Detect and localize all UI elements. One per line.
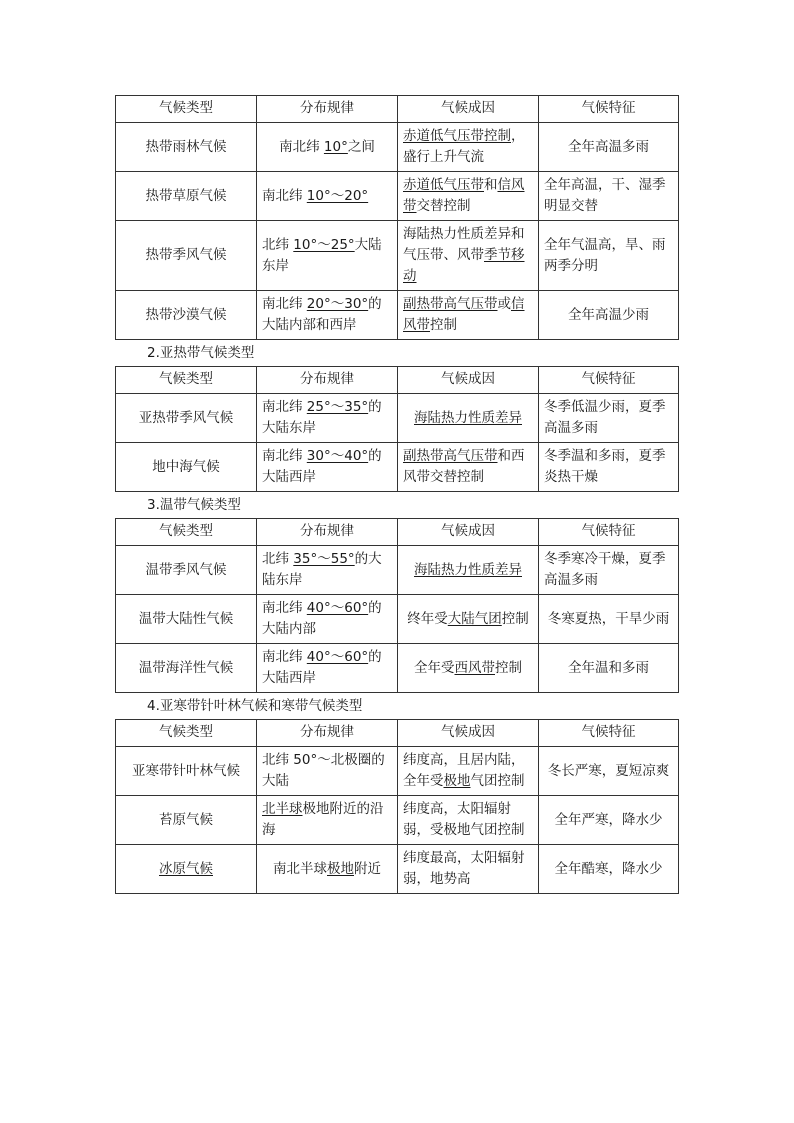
cell-dist — [257, 394, 398, 443]
cell-text: 纬度高，且居内陆，全年受 — [403, 752, 525, 789]
cell-text: 纬度高，太阳辐射弱，受极地气团控制 — [403, 801, 525, 838]
underlined-text: 信风带 — [403, 177, 525, 214]
cell-text: 亚热带季风气候 — [138, 409, 234, 426]
table-row — [116, 644, 679, 693]
cell-text: 气团控制 — [470, 773, 525, 789]
cell-type — [116, 291, 257, 340]
cell-text: 北纬 — [262, 551, 294, 567]
section-heading: 2.亚热带气候类型 — [147, 345, 255, 361]
cell-text: 大陆东岸 — [262, 236, 382, 274]
section-heading: 3.温带气候类型 — [147, 497, 241, 513]
table-row — [116, 443, 679, 492]
cell-text: 的大陆西岸 — [262, 448, 382, 485]
cell-text: 南北纬 — [262, 187, 307, 204]
cell-cause — [398, 595, 539, 644]
column-header: 气候特征 — [539, 519, 679, 546]
cell-text: ，盛行上升气流 — [403, 128, 525, 165]
underlined-text: 西风带 — [454, 659, 495, 676]
cell-text: 南北纬 — [262, 399, 307, 415]
cell-text: 全年严寒，降水少 — [554, 811, 663, 828]
cell-feat — [539, 796, 679, 845]
cell-text: 温带大陆性气候 — [138, 610, 234, 627]
table-row — [116, 123, 679, 172]
cell-cause — [398, 796, 539, 845]
cell-text: 交替控制 — [416, 198, 471, 214]
table-row — [116, 845, 679, 894]
underlined-text: 25°～35° — [306, 399, 369, 415]
underlined-text: 海陆热力性质差异 — [414, 409, 522, 426]
underlined-text: 10° — [323, 138, 348, 155]
cell-cause — [398, 172, 539, 221]
cell-text: 的大陆西岸 — [262, 649, 382, 686]
cell-feat — [539, 546, 679, 595]
underlined-text: 40°～60° — [306, 649, 369, 665]
column-header: 分布规律 — [257, 96, 398, 123]
cell-text: 控制 — [495, 659, 522, 676]
cell-text: 热带沙漠气候 — [145, 306, 227, 323]
cell-text: 的大陆东岸 — [262, 399, 382, 436]
climate-table — [115, 95, 679, 340]
cell-text: 南北纬 — [262, 600, 307, 616]
cell-dist — [257, 546, 398, 595]
cell-feat — [539, 291, 679, 340]
cell-text: 极地附近的沿海 — [262, 801, 384, 838]
cell-text: 海陆热力性质差异和气压带、风带 — [403, 226, 525, 263]
table-row — [116, 747, 679, 796]
cell-feat — [539, 747, 679, 796]
cell-type — [116, 595, 257, 644]
cell-feat — [539, 595, 679, 644]
column-header: 气候成因 — [398, 367, 539, 394]
cell-text: 和 — [484, 177, 498, 193]
cell-type — [116, 443, 257, 492]
underlined-text: 北半球 — [262, 801, 303, 817]
table-header-row — [116, 720, 679, 747]
underlined-text: 10°～25° — [293, 236, 355, 253]
cell-text: 南北半球 — [273, 860, 327, 877]
underlined-text: 大陆气团 — [447, 610, 502, 627]
section-heading: 4.亚寒带针叶林气候和寒带气候类型 — [147, 698, 363, 714]
column-header: 气候类型 — [116, 519, 257, 546]
cell-cause — [398, 291, 539, 340]
cell-text: 或 — [497, 296, 511, 312]
column-header: 气候类型 — [116, 720, 257, 747]
underlined-text: 10°～20° — [306, 187, 369, 204]
column-header: 气候特征 — [539, 367, 679, 394]
cell-cause — [398, 443, 539, 492]
cell-text: 的大陆东岸 — [262, 551, 382, 588]
cell-text: 南北纬 — [262, 296, 307, 312]
cell-text: 的大陆内部 — [262, 600, 382, 637]
table-row — [116, 172, 679, 221]
cell-text: 之间 — [347, 138, 375, 155]
cell-text: 热带季风气候 — [145, 247, 227, 263]
underlined-text: 冰原气候 — [159, 860, 213, 877]
underlined-text: 40°～60° — [306, 600, 369, 616]
cell-dist — [257, 221, 398, 291]
cell-text: 热带草原气候 — [145, 187, 227, 204]
cell-type — [116, 644, 257, 693]
cell-dist — [257, 796, 398, 845]
cell-type — [116, 221, 257, 291]
column-header: 分布规律 — [257, 720, 398, 747]
cell-type — [116, 394, 257, 443]
cell-type — [116, 845, 257, 894]
underlined-text: 副热带高气压带 — [403, 448, 498, 464]
column-header: 分布规律 — [257, 519, 398, 546]
underlined-text: 海陆热力性质差异 — [414, 561, 522, 578]
cell-feat — [539, 443, 679, 492]
cell-text: 控制 — [501, 610, 529, 627]
cell-text: 南北纬 — [262, 649, 307, 665]
cell-text: 冬季温和多雨，夏季炎热干燥 — [544, 448, 666, 485]
cell-dist — [257, 123, 398, 172]
underlined-text: 极地 — [327, 860, 354, 877]
cell-type — [116, 546, 257, 595]
cell-feat — [539, 394, 679, 443]
cell-text: 和西风带交替控制 — [403, 448, 525, 485]
cell-text: 地中海气候 — [152, 458, 220, 475]
cell-feat — [539, 845, 679, 894]
underlined-text: 30°～40° — [306, 448, 369, 464]
cell-text: 全年高温少雨 — [568, 306, 649, 323]
column-header: 气候成因 — [398, 720, 539, 747]
table-row — [116, 595, 679, 644]
cell-dist — [257, 172, 398, 221]
cell-feat — [539, 644, 679, 693]
cell-text: 苔原气候 — [159, 811, 213, 828]
underlined-text: 极地 — [443, 773, 471, 789]
cell-text: 全年酷寒，降水少 — [554, 860, 663, 877]
cell-text: 北纬 50°～北极圈的大陆 — [262, 752, 385, 789]
cell-type — [116, 796, 257, 845]
cell-type — [116, 172, 257, 221]
cell-feat — [539, 172, 679, 221]
cell-dist — [257, 291, 398, 340]
cell-text: 冬长严寒，夏短凉爽 — [547, 762, 670, 779]
cell-text: 的大陆内部和西岸 — [262, 296, 382, 333]
cell-dist — [257, 595, 398, 644]
cell-text: 全年温和多雨 — [568, 659, 649, 676]
table-row — [116, 546, 679, 595]
cell-feat — [539, 221, 679, 291]
cell-cause — [398, 546, 539, 595]
table-header-row — [116, 519, 679, 546]
cell-cause — [398, 221, 539, 291]
column-header: 气候特征 — [539, 96, 679, 123]
underlined-text: 20°～30° — [306, 296, 369, 312]
cell-text: 纬度最高，太阳辐射弱，地势高 — [403, 850, 525, 887]
cell-dist — [257, 747, 398, 796]
climate-document — [115, 95, 678, 894]
cell-cause — [398, 747, 539, 796]
table-row — [116, 291, 679, 340]
underlined-text: 信风带 — [403, 296, 525, 333]
cell-text: 冬季低温少雨，夏季高温多雨 — [544, 399, 666, 436]
cell-text: 全年受 — [414, 659, 455, 676]
cell-text: 冬季寒冷干燥，夏季高温多雨 — [544, 551, 666, 588]
table-header-row — [116, 96, 679, 123]
cell-text: 北纬 — [262, 236, 294, 253]
column-header: 气候类型 — [116, 96, 257, 123]
cell-text: 终年受 — [407, 610, 448, 627]
cell-text: 南北纬 — [279, 138, 324, 155]
cell-text: 冬寒夏热，干旱少雨 — [547, 610, 670, 627]
table-row — [116, 796, 679, 845]
underlined-text: 副热带高气压带 — [403, 296, 498, 312]
cell-type — [116, 747, 257, 796]
cell-text: 全年高温，干、湿季明显交替 — [544, 177, 666, 214]
table-header-row — [116, 367, 679, 394]
cell-text: 全年气温高，旱、雨两季分明 — [544, 236, 666, 274]
cell-cause — [398, 123, 539, 172]
column-header: 分布规律 — [257, 367, 398, 394]
cell-text: 南北纬 — [262, 448, 307, 464]
climate-table — [115, 366, 679, 492]
table-row — [116, 394, 679, 443]
table-row — [116, 221, 679, 291]
underlined-text: 35°～55° — [293, 551, 355, 567]
cell-text: 控制 — [430, 317, 457, 333]
cell-text: 温带海洋性气候 — [138, 659, 234, 676]
column-header: 气候类型 — [116, 367, 257, 394]
cell-feat — [539, 123, 679, 172]
cell-text: 热带雨林气候 — [145, 138, 227, 155]
cell-text: 附近 — [354, 860, 381, 877]
cell-dist — [257, 443, 398, 492]
column-header: 气候成因 — [398, 96, 539, 123]
column-header: 气候特征 — [539, 720, 679, 747]
underlined-text: 季节移动 — [403, 247, 525, 284]
underlined-text: 赤道低气压带控制 — [403, 128, 511, 144]
climate-table — [115, 518, 679, 693]
climate-table — [115, 719, 679, 894]
underlined-text: 赤道低气压带 — [403, 177, 484, 193]
cell-dist — [257, 644, 398, 693]
cell-type — [116, 123, 257, 172]
cell-cause — [398, 644, 539, 693]
cell-text: 全年高温多雨 — [568, 138, 649, 155]
cell-dist — [257, 845, 398, 894]
cell-text: 温带季风气候 — [145, 561, 227, 578]
cell-cause — [398, 394, 539, 443]
cell-cause — [398, 845, 539, 894]
cell-text: 亚寒带针叶林气候 — [132, 762, 240, 779]
column-header: 气候成因 — [398, 519, 539, 546]
